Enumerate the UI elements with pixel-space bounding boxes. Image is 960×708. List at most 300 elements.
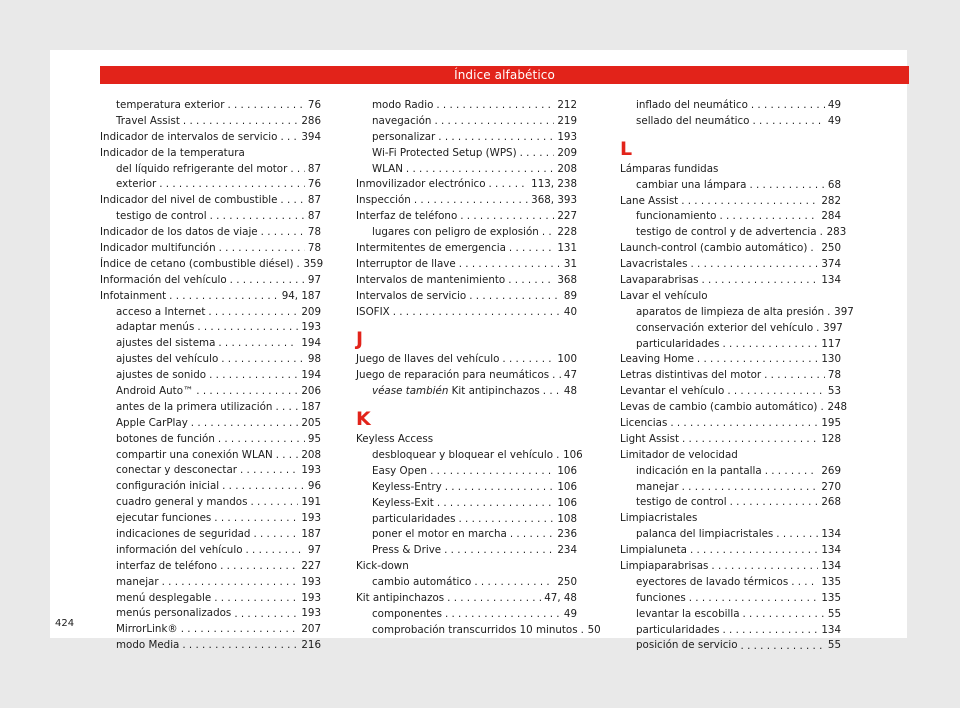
index-entry	[100, 177, 321, 193]
index-entry-page: 49	[563, 607, 577, 620]
page-number: 424	[55, 618, 75, 629]
index-entry-page: 368	[557, 273, 577, 286]
index-entry-page: 87	[307, 162, 321, 175]
index-entry	[100, 495, 321, 511]
index-entry	[100, 305, 321, 321]
index-entry-label: Kick-down	[356, 560, 409, 573]
index-entry-page: 134	[821, 560, 841, 573]
dot-leader	[183, 114, 298, 130]
index-entry-page: 193	[301, 512, 321, 525]
dot-leader	[459, 257, 561, 273]
index-entry	[620, 464, 841, 480]
dot-leader	[246, 543, 305, 559]
index-entry-label: del líquido refrigerante del motor	[116, 162, 288, 175]
index-entry	[356, 241, 577, 257]
index-entry	[356, 384, 577, 400]
index-entry	[356, 623, 601, 639]
index-entry	[620, 194, 841, 210]
index-entry-page: 117	[821, 337, 841, 350]
index-entry	[620, 305, 854, 321]
index-entry	[620, 591, 841, 607]
index-entry-label: temperatura exterior	[116, 98, 225, 111]
index-entry-label: MirrorLink®	[116, 623, 178, 636]
index-entry-page: 219	[557, 114, 577, 127]
index-entry	[620, 639, 841, 655]
index-entry-page: 89	[563, 289, 577, 302]
index-entry-label: Índice de cetano (combustible diésel)	[100, 257, 294, 270]
dot-leader	[556, 448, 560, 464]
index-entry-page: 108	[557, 512, 577, 525]
dot-leader	[581, 623, 585, 639]
index-entry-page: 95	[307, 432, 321, 445]
index-entry	[620, 416, 841, 432]
letter-heading-j: J	[356, 328, 364, 351]
dot-leader	[219, 241, 305, 257]
index-entry-page: 397	[823, 321, 843, 334]
index-entry-label: Easy Open	[372, 464, 428, 477]
index-entry-label: Keyless-Exit	[372, 496, 434, 509]
dot-leader	[489, 177, 529, 193]
dot-leader	[162, 575, 299, 591]
index-entry	[620, 400, 848, 416]
index-entry	[356, 146, 577, 162]
index-entry-label: ajustes de sonido	[116, 369, 207, 382]
index-entry	[100, 336, 321, 352]
index-entry-page: 250	[821, 242, 841, 255]
index-entry-page: 128	[821, 432, 841, 445]
dot-leader	[682, 480, 819, 496]
index-entry	[100, 622, 321, 638]
dot-leader	[434, 114, 554, 130]
index-entry-page: 282	[821, 194, 841, 207]
index-entry-page: 216	[301, 639, 321, 652]
dot-leader	[509, 241, 554, 257]
index-entry-label: comprobación transcurridos 10 minutos	[372, 623, 578, 636]
dot-leader	[169, 289, 279, 305]
index-entry-label: acceso a Internet	[116, 305, 206, 318]
index-entry	[620, 607, 841, 623]
index-entry-label: poner el motor en marcha	[372, 528, 507, 541]
index-entry	[620, 384, 841, 400]
index-entry-page: 49	[827, 114, 841, 127]
index-entry-page: 209	[557, 146, 577, 159]
index-entry-page: 206	[301, 385, 321, 398]
index-entry	[620, 511, 841, 527]
index-group-k-continued	[620, 98, 841, 130]
index-entry-page: 195	[821, 417, 841, 430]
index-entry-label: ajustes del vehículo	[116, 353, 219, 366]
index-entry-label: navegación	[372, 114, 432, 127]
index-entry	[620, 257, 841, 273]
dot-leader	[208, 305, 298, 321]
index-entry-label: Indicador multifunción	[100, 242, 216, 254]
index-entry-label: Light Assist	[620, 432, 680, 445]
index-entry	[620, 337, 841, 353]
index-entry-page: 98	[307, 353, 321, 366]
dot-leader	[220, 559, 298, 575]
index-entry	[100, 193, 321, 209]
index-entry-label: testigo de control y de advertencia	[636, 226, 817, 239]
dot-leader	[690, 257, 818, 273]
index-entry-label: testigo de control	[116, 210, 207, 223]
index-entry-label: modo Media	[116, 639, 180, 652]
dot-leader	[437, 496, 555, 512]
index-entry	[100, 352, 321, 368]
index-entry-label: testigo de control	[636, 496, 727, 509]
index-entry-page: 193	[301, 591, 321, 604]
index-entry	[100, 463, 321, 479]
index-entry-label: palanca del limpiacristales	[636, 528, 774, 541]
index-entry-page: 193	[301, 607, 321, 620]
index-entry	[620, 162, 841, 178]
dot-leader	[508, 273, 554, 289]
dot-leader	[191, 416, 299, 432]
index-group-l	[620, 162, 854, 655]
index-entry-label: Kit antipinchazos	[356, 592, 445, 605]
index-entry-label: menú desplegable	[116, 591, 212, 604]
index-entry-label: Leaving Home	[620, 353, 694, 366]
index-entry-page: 374	[821, 258, 841, 271]
index-entry-page: 228	[557, 226, 577, 239]
index-entry-page: 283	[826, 226, 847, 239]
dot-leader	[543, 384, 561, 400]
index-entry-label: modo Radio	[372, 98, 434, 111]
index-entry-page: 208	[557, 162, 577, 175]
index-entry	[356, 543, 577, 559]
index-entry	[356, 177, 577, 193]
index-entry	[100, 400, 321, 416]
index-entry	[100, 638, 321, 654]
index-entry	[620, 559, 841, 575]
index-entry	[356, 305, 577, 321]
index-entry-label: Keyless-Entry	[372, 480, 442, 493]
index-entry-page: 284	[821, 210, 841, 223]
index-entry	[620, 448, 841, 464]
index-entry-page: 50	[587, 623, 601, 636]
dot-leader	[218, 336, 298, 352]
index-entry-label: exterior	[116, 178, 157, 191]
see-also-prefix: véase también	[372, 385, 449, 398]
index-entry-label: Indicador del nivel de combustible	[100, 194, 278, 207]
index-entry	[356, 114, 577, 130]
index-entry-label: particularidades	[636, 337, 720, 350]
index-entry	[100, 543, 321, 559]
index-entry-label: cuadro general y mandos	[116, 496, 248, 509]
index-entry	[100, 162, 321, 178]
index-entry-label: sellado del neumático	[636, 114, 750, 127]
index-entry	[620, 352, 841, 368]
index-entry-label: Apple CarPlay	[116, 416, 188, 429]
index-entry-label: botones de función	[116, 432, 215, 445]
index-entry	[100, 98, 321, 114]
index-entry	[100, 320, 321, 336]
index-entry-page: 96	[307, 480, 321, 493]
dot-leader	[447, 591, 541, 607]
dot-leader	[214, 511, 298, 527]
document-page	[50, 50, 907, 652]
dot-leader	[749, 178, 824, 194]
index-entry	[620, 480, 841, 496]
index-entry-page: 193	[301, 575, 321, 588]
index-entry	[356, 162, 577, 178]
index-entry-page: 40	[563, 305, 577, 318]
index-entry-label: Juego de llaves del vehículo	[356, 353, 500, 366]
index-entry	[356, 193, 577, 209]
index-entry-page: 187	[301, 400, 321, 413]
dot-leader	[752, 114, 824, 130]
index-entry-page: 131	[557, 242, 577, 254]
index-entry	[100, 273, 321, 289]
index-entry-label: particularidades	[636, 623, 720, 636]
index-group-i-continued	[356, 98, 577, 320]
dot-leader	[723, 623, 819, 639]
dot-leader	[253, 527, 298, 543]
dot-leader	[214, 591, 298, 607]
index-entry-label: menús personalizados	[116, 607, 232, 620]
index-entry-label: posición de servicio	[636, 639, 738, 652]
index-entry-label: lugares con peligro de explosión	[372, 226, 539, 239]
index-entry-label: Press & Drive	[372, 544, 442, 557]
index-entry	[100, 209, 321, 225]
index-entry-label: compartir una conexión WLAN	[116, 448, 273, 461]
index-entry	[356, 512, 577, 528]
dot-leader	[697, 352, 818, 368]
dot-leader	[230, 273, 305, 289]
dot-leader	[275, 400, 298, 416]
index-entry-page: 87	[307, 210, 321, 223]
index-entry-page: 135	[821, 575, 841, 588]
index-entry-page: 205	[301, 416, 321, 429]
dot-leader	[444, 543, 554, 559]
see-also-target: Kit antipinchazos	[451, 385, 540, 398]
dot-leader	[552, 368, 561, 384]
index-entry	[620, 98, 841, 114]
index-entry-page: 100	[557, 353, 577, 366]
index-entry	[356, 225, 577, 241]
index-entry-label: adaptar menús	[116, 321, 195, 334]
index-entry-page: 368, 393	[531, 194, 577, 207]
dot-leader	[296, 257, 300, 273]
index-entry-label: cambio automático	[372, 576, 472, 589]
index-entry-label: Inspección	[356, 194, 411, 207]
index-entry	[100, 146, 321, 162]
index-entry	[100, 114, 321, 130]
index-entry	[620, 209, 841, 225]
index-entry-label: Intervalos de mantenimiento	[356, 273, 506, 286]
index-entry-page: 55	[827, 639, 841, 652]
dot-leader	[182, 638, 298, 654]
index-entry-page: 78	[307, 226, 321, 239]
index-entry	[100, 432, 321, 448]
index-entry-page: 130	[821, 353, 841, 366]
index-entry-page: 208	[301, 448, 321, 461]
index-entry	[620, 527, 841, 543]
index-entry-page: 134	[821, 544, 841, 557]
dot-leader	[810, 241, 818, 257]
index-entry	[100, 607, 321, 623]
index-entry	[100, 384, 321, 400]
index-entry	[356, 257, 577, 273]
index-entry	[356, 480, 577, 496]
index-entry-page: 234	[557, 544, 577, 557]
index-entry-label: Interruptor de llave	[356, 257, 456, 270]
index-entry-page: 194	[301, 369, 321, 382]
dot-leader	[445, 480, 555, 496]
index-entry-page: 134	[821, 623, 841, 636]
dot-leader	[406, 162, 554, 178]
index-entry-page: 394	[301, 130, 321, 143]
dot-leader	[689, 591, 819, 607]
index-column-3	[620, 98, 854, 654]
index-entry-label: Limpialuneta	[620, 544, 687, 557]
index-entry	[100, 527, 321, 543]
index-entry	[356, 130, 577, 146]
index-entry	[356, 448, 583, 464]
index-group-k	[356, 432, 601, 639]
index-entry-page: 286	[301, 114, 321, 127]
index-entry-label: conservación exterior del vehículo	[636, 321, 814, 334]
section-title: Índice alfabético	[454, 68, 555, 82]
index-entry	[356, 273, 577, 289]
index-entry	[100, 241, 321, 257]
index-entry-page: 53	[827, 385, 841, 398]
dot-leader	[210, 209, 305, 225]
index-entry-label: manejar	[116, 575, 159, 588]
index-entry-page: 106	[557, 480, 577, 493]
index-entry-page: 47	[563, 369, 577, 382]
dot-leader	[765, 464, 819, 480]
dot-leader	[502, 352, 554, 368]
index-entry	[620, 432, 841, 448]
index-entry	[356, 591, 577, 607]
index-entry-page: 97	[307, 543, 321, 556]
index-entry	[620, 289, 841, 305]
index-entry-label: aparatos de limpieza de alta presión	[636, 305, 825, 318]
index-entry-page: 207	[301, 623, 321, 636]
index-entry-page: 269	[821, 464, 841, 477]
index-entry-label: manejar	[636, 480, 679, 493]
index-entry-page: 270	[821, 480, 841, 493]
index-entry-page: 193	[301, 321, 321, 334]
dot-leader	[764, 368, 825, 384]
index-entry-label: Interfaz de teléfono	[356, 210, 458, 223]
dot-leader	[393, 305, 561, 321]
dot-leader	[222, 479, 305, 495]
index-entry-label: Limpiaparabrisas	[620, 560, 709, 573]
dot-leader	[751, 98, 825, 114]
index-entry-page: 194	[301, 337, 321, 350]
index-entry-label: Lavaparabrisas	[620, 274, 699, 286]
dot-leader	[218, 432, 305, 448]
index-entry-label: Licencias	[620, 417, 668, 430]
index-entry-label: ISOFIX	[356, 305, 390, 318]
index-entry-label: Android Auto™	[116, 385, 194, 398]
index-entry	[100, 289, 321, 305]
index-entry	[620, 575, 841, 591]
index-entry-label: Limpiacristales	[620, 512, 698, 525]
dot-leader	[816, 321, 820, 337]
index-entry-label	[372, 384, 540, 400]
index-entry-page: 94, 187	[281, 289, 321, 302]
dot-leader	[276, 448, 299, 464]
dot-leader	[474, 575, 554, 591]
index-entry	[100, 575, 321, 591]
index-entry-label: Indicador de la temperatura	[100, 146, 245, 159]
index-entry-page: 135	[821, 591, 841, 604]
index-entry-page: 187	[301, 528, 321, 541]
index-entry-page: 31	[563, 257, 577, 270]
index-entry-page: 250	[557, 576, 577, 589]
dot-leader	[469, 289, 561, 305]
index-entry	[356, 527, 577, 543]
index-entry-label: información del vehículo	[116, 543, 243, 556]
index-entry-label: WLAN	[372, 162, 403, 175]
dot-leader	[827, 305, 831, 321]
index-entry-page: 193	[557, 130, 577, 143]
index-entry-page: 78	[827, 369, 841, 382]
index-entry-label: Información del vehículo	[100, 273, 227, 286]
index-entry-page: 193	[301, 464, 321, 477]
dot-leader	[723, 337, 819, 353]
index-entry-page: 113, 238	[531, 178, 577, 191]
index-entry	[100, 479, 321, 495]
index-entry-label: Intervalos de servicio	[356, 289, 467, 302]
index-entry-label: desbloquear y bloquear el vehículo	[372, 449, 554, 462]
index-entry-page: 106	[557, 464, 577, 477]
dot-leader	[542, 225, 555, 241]
index-entry-page: 87	[307, 194, 321, 207]
dot-leader	[690, 543, 818, 559]
dot-leader	[727, 384, 825, 400]
index-entry	[356, 559, 577, 575]
dot-leader	[741, 639, 825, 655]
dot-leader	[290, 162, 305, 178]
index-column-1	[100, 98, 324, 654]
index-entry-label: eyectores de lavado térmicos	[636, 575, 789, 588]
index-entry	[356, 209, 577, 225]
dot-leader	[280, 130, 298, 146]
dot-leader	[730, 495, 819, 511]
dot-leader	[221, 352, 305, 368]
index-entry	[100, 511, 321, 527]
index-entry-page: 47, 48	[544, 592, 577, 605]
index-entry	[620, 543, 841, 559]
index-entry-label: Levantar el vehículo	[620, 385, 725, 398]
dot-leader	[234, 607, 298, 623]
dot-leader	[520, 146, 555, 162]
dot-leader	[820, 225, 824, 241]
dot-leader	[250, 495, 298, 511]
dot-leader	[510, 527, 555, 543]
index-entry-page: 48	[563, 385, 577, 398]
index-entry-page: 397	[834, 305, 854, 318]
index-entry-page: 76	[307, 98, 321, 111]
index-entry	[100, 225, 321, 241]
index-entry	[356, 289, 577, 305]
index-entry	[356, 368, 577, 384]
section-header	[100, 66, 909, 84]
dot-leader	[702, 273, 819, 289]
index-entry-label: Intermitentes de emergencia	[356, 242, 506, 254]
dot-leader	[681, 194, 818, 210]
dot-leader	[776, 527, 818, 543]
index-entry-page: 212	[557, 98, 577, 111]
dot-leader	[209, 368, 298, 384]
index-entry	[620, 178, 841, 194]
index-entry	[356, 575, 577, 591]
index-entry	[356, 464, 577, 480]
index-entry-label: Launch-control (cambio automático)	[620, 242, 808, 255]
